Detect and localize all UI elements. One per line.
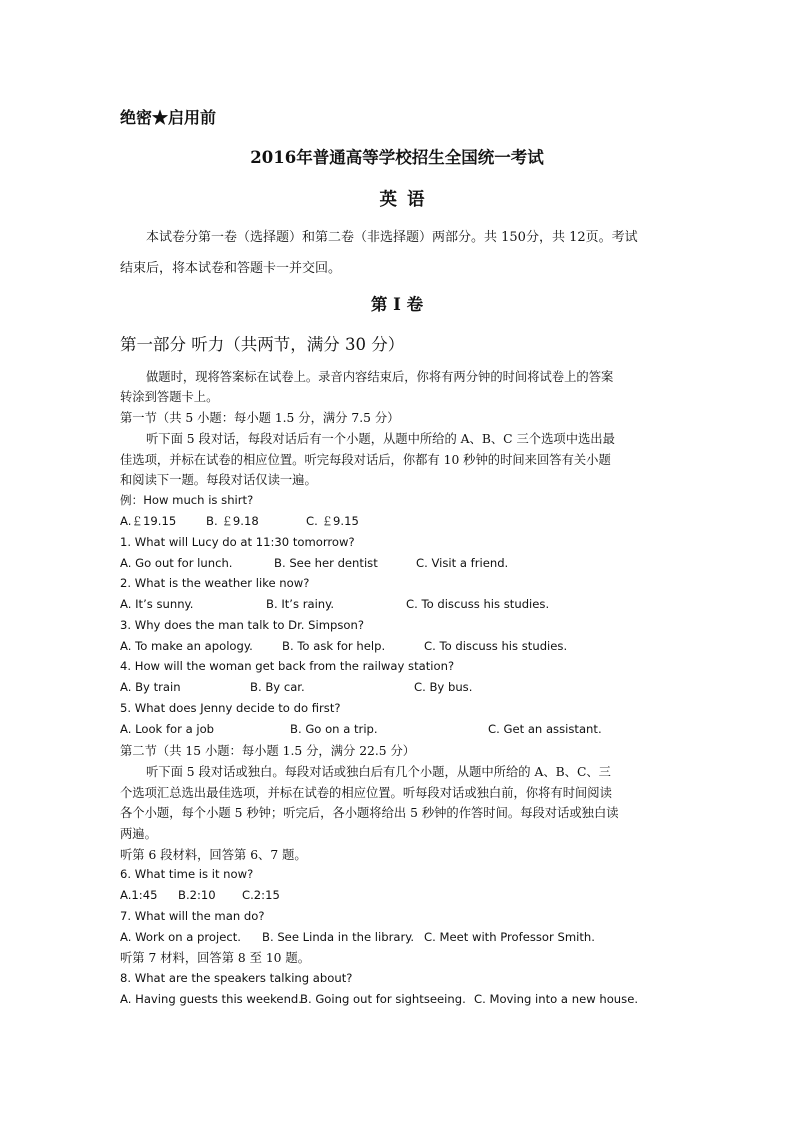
part1-title: 第一部分 听力（共两节，满分 30 分） (120, 335, 405, 354)
question-3-option-b: B. To ask for help. (282, 639, 386, 653)
subject-title: 英语 (379, 190, 435, 210)
part1-instruction-line: 做题时，现将答案标在试卷上。录音内容结束后，你将有两分钟的时间将试卷上的答案 (146, 370, 614, 384)
question-4: 4. How will the woman get back from the railway station? (120, 659, 455, 673)
section2-instruction-line: 各个小题，每个小题 5 秒钟；听完后，各小题将给出 5 秒钟的作答时间。每段对话或独白读 (120, 806, 619, 820)
question-7-option-c: C. Meet with Professor Smith. (424, 930, 595, 944)
example-question: 例：How much is shirt? (120, 493, 254, 507)
part1-instruction-line: 转涂到答题卡上。 (120, 390, 219, 404)
question-2-option-b: B. It’s rainy. (266, 597, 335, 611)
question-8-option-c: C. Moving into a new house. (474, 992, 639, 1006)
question-6: 6. What time is it now? (120, 867, 254, 881)
question-8: 8. What are the speakers talking about? (120, 971, 353, 985)
section1-instruction-line: 佳选项，并标在试卷的相应位置。听完每段对话后，你都有 10 秒钟的时间来回答有关小题 (120, 453, 611, 467)
example-option-c: C. ￡9.15 (306, 514, 359, 528)
question-4-option-c: C. By bus. (414, 680, 473, 694)
question-4-option-b: B. By car. (250, 680, 305, 694)
question-2-option-a: A. It’s sunny. (120, 597, 194, 611)
question-8-option-a: A. Having guests this weekend. (120, 992, 302, 1006)
question-4-option-a: A. By train (120, 680, 181, 694)
question-2-option-c: C. To discuss his studies. (406, 597, 550, 611)
question-3: 3. Why does the man talk to Dr. Simpson? (120, 618, 365, 632)
section2-instruction-line: 两遍。 (120, 827, 157, 841)
example-option-b: B. ￡9.18 (206, 514, 259, 528)
example-option-a: A.￡19.15 (120, 514, 177, 528)
section1-heading: 第一节（共 5 小题：每小题 1.5 分，满分 7.5 分） (120, 411, 400, 425)
question-5-option-a: A. Look for a job (120, 722, 215, 736)
confidential-label: 绝密★启用前 (120, 108, 217, 127)
question-1-option-a: A. Go out for lunch. (120, 556, 233, 570)
question-3-option-a: A. To make an apology. (120, 639, 253, 653)
question-6-option-a: A.1:45 (120, 888, 158, 902)
question-8-option-b: B. Going out for sightseeing. (300, 992, 466, 1006)
exam-title: 2016年普通高等学校招生全国统一考试 (250, 148, 544, 167)
question-5-option-b: B. Go on a trip. (290, 722, 378, 736)
question-7-option-b: B. See Linda in the library. (262, 930, 415, 944)
material-6-label: 听第 6 段材料，回答第 6、7 题。 (120, 848, 307, 862)
intro-line-2: 结束后，将本试卷和答题卡一并交回。 (120, 261, 342, 276)
question-6-option-b: B.2:10 (178, 888, 216, 902)
question-1-option-b: B. See her dentist (274, 556, 378, 570)
question-6-option-c: C.2:15 (242, 888, 280, 902)
volume-title: 第 I 卷 (370, 295, 424, 314)
section2-instruction-line: 听下面 5 段对话或独白。每段对话或独白后有几个小题，从题中所给的 A、B、C、三 (146, 765, 611, 779)
question-3-option-c: C. To discuss his studies. (424, 639, 568, 653)
question-7-option-a: A. Work on a project. (120, 930, 241, 944)
section2-heading: 第二节（共 15 小题：每小题 1.5 分，满分 22.5 分） (120, 744, 416, 758)
question-2: 2. What is the weather like now? (120, 576, 310, 590)
material-7-label: 听第 7 材料，回答第 8 至 10 题。 (120, 951, 311, 965)
section2-instruction-line: 个选项汇总选出最佳选项，并标在试卷的相应位置。听每段对话或独白前，你将有时间阅读 (120, 786, 612, 800)
question-5-option-c: C. Get an assistant. (488, 722, 602, 736)
section1-instruction-line: 听下面 5 段对话，每段对话后有一个小题，从题中所给的 A、B、C 三个选项中选出最 (146, 432, 615, 446)
question-1-option-c: C. Visit a friend. (416, 556, 509, 570)
question-1: 1. What will Lucy do at 11:30 tomorrow? (120, 535, 355, 549)
question-5: 5. What does Jenny decide to do first? (120, 701, 341, 715)
section1-instruction-line: 和阅读下一题。每段对话仅读一遍。 (120, 473, 317, 487)
intro-line-1: 本试卷分第一卷（选择题）和第二卷（非选择题）两部分。共 150分，共 12页。考试 (146, 230, 638, 245)
question-7: 7. What will the man do? (120, 909, 265, 923)
